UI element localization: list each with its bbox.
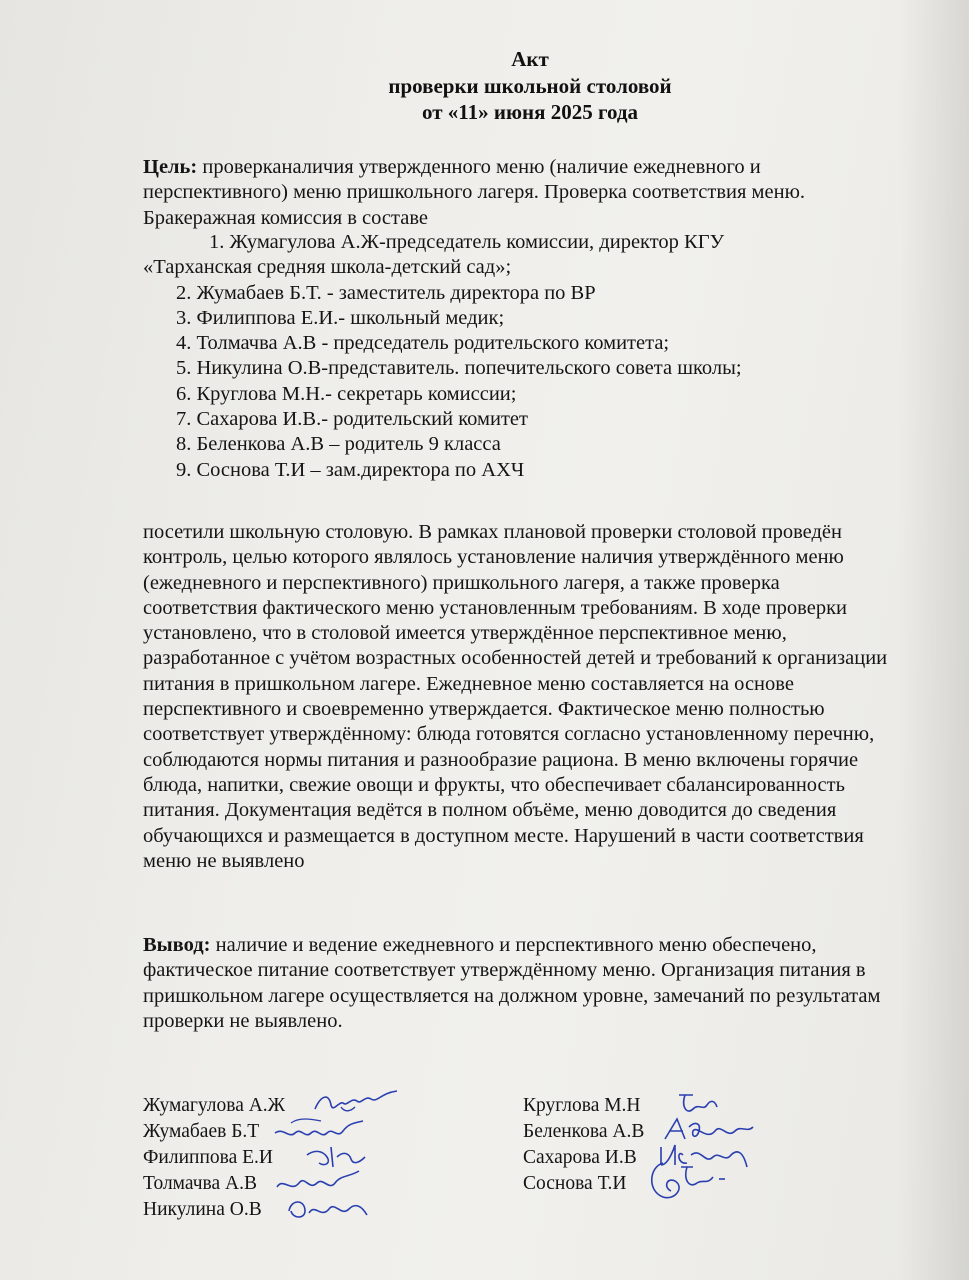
- member-item: 9. Соснова Т.И – зам.директора по АХЧ: [176, 458, 525, 481]
- commission-intro: Бракеражная комиссия в составе: [143, 206, 428, 229]
- signatory-name: Филиппова Е.И: [143, 1147, 273, 1168]
- signature-row: [523, 1171, 644, 1197]
- member-item: 3. Филиппова Е.И.- школьный медик;: [176, 306, 505, 329]
- conclusion-text: наличие и ведение ежедневного и перспективного меню обеспечено, фактическое питание соответствует утверждённому меню. Организация питания в пришкольном лагере осуществляется на должном уровне, замечаний по результатам проверки не выявлено.: [143, 934, 881, 1032]
- signatory-name: Толмачва А.В: [143, 1173, 258, 1194]
- signature-row: [143, 1093, 285, 1119]
- member-item-continuation: «Тарханская средняя школа-детский сад»;: [143, 256, 512, 279]
- goal-section: [143, 155, 903, 231]
- member-item: 5. Никулина О.В-представитель. попечительского совета школы;: [176, 357, 742, 380]
- signatory-name: Сахарова И.В: [523, 1147, 637, 1168]
- member-item: 7. Сахарова И.В.- родительский комитет: [176, 408, 528, 431]
- signature-row: [143, 1197, 285, 1223]
- signature-row: [523, 1093, 644, 1119]
- signatory-name: Жумабаев Б.Т: [143, 1121, 260, 1142]
- member-item: 1. Жумагулова А.Ж-председатель комиссии, директор КГУ: [209, 231, 725, 253]
- signature-row: [143, 1171, 285, 1197]
- document-date: от «11» июня 2025 года: [421, 100, 639, 124]
- member-item: 8. Беленкова А.В – родитель 9 класса: [176, 433, 501, 456]
- goal-label: Цель:: [143, 156, 198, 178]
- signatures-left-column: [143, 1093, 285, 1223]
- signatures-right-column: [523, 1093, 644, 1197]
- signatory-name: Беленкова А.В: [523, 1121, 645, 1142]
- signature-row: [143, 1145, 285, 1171]
- document-title: Акт: [511, 47, 549, 71]
- member-item: 4. Толмачва А.В - председатель родительского комитета;: [176, 332, 670, 355]
- member-item: 6. Круглова М.Н.- секретарь комиссии;: [176, 382, 517, 405]
- signatory-name: Никулина О.В: [143, 1199, 262, 1220]
- signature-row: [523, 1145, 644, 1171]
- signature-row: [523, 1119, 644, 1145]
- document-subtitle: проверки школьной столовой: [388, 74, 672, 98]
- signatory-name: Жумагулова А.Ж: [143, 1095, 286, 1116]
- conclusion-label: Вывод:: [143, 934, 211, 956]
- member-item: 2. Жумабаев Б.Т. - заместитель директора по ВР: [176, 281, 596, 304]
- signatory-name: Соснова Т.И: [523, 1173, 627, 1194]
- inspection-body-paragraph: посетили школьную столовую. В рамках плановой проверки столовой проведён контроль, целью которого являлось установление наличия утверждённого меню (ежедневного и перспективного) пришкольного лагеря, а также проверка соответствия фактического меню установленным требованиям. В ходе проверки установлено, что в столовой имеется утверждённое перспективное меню, разработанное с учётом возрастных особенностей детей и требований к организации питания в пришкольном лагере. Ежедневное меню составляется на основе перспективного и своевременно утверждается. Фактическое меню полностью соответствует утверждённому: блюда готовятся согласно установленному перечню, соблюдаются нормы питания и разнообразие рациона. В меню включены горячие блюда, напитки, свежие овощи и фрукты, что обеспечивает сбалансированность питания. Документация ведётся в полном объёме, меню доводится до сведения обучающихся и размещается в доступном месте. Нарушений в части соответствия меню не выявлено: [143, 521, 888, 872]
- signatory-name: Круглова М.Н: [523, 1095, 641, 1116]
- commission-members-list: [143, 230, 903, 483]
- signature-row: [143, 1119, 285, 1145]
- handwritten-signature-icon: [641, 1157, 731, 1205]
- conclusion-section: [143, 933, 903, 1034]
- handwritten-signature-icon: [283, 1191, 373, 1225]
- goal-text: проверканаличия утвержденного меню (наличие ежедневного и перспективного) меню пришкольного лагеря. Проверка соответствия меню.: [143, 156, 806, 204]
